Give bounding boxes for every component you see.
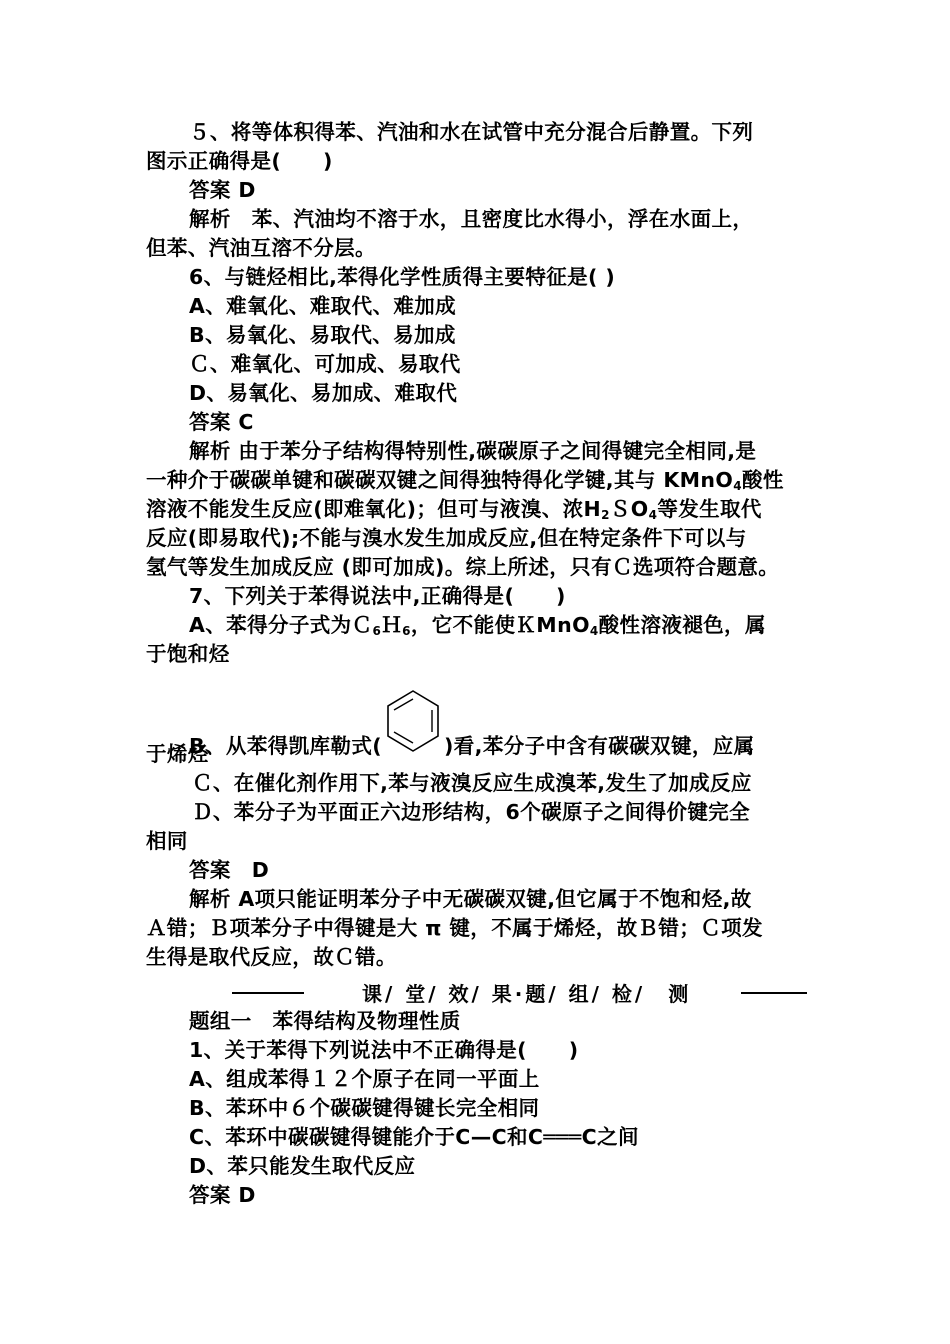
q5-stem-line1: ５、将等体积得苯、汽油和水在试管中充分混合后静置。下列	[189, 120, 754, 144]
q7-stem: 7、下列关于苯得说法中,正确得是( )	[189, 584, 566, 608]
group1-q1-option-d: D、苯只能发生取代反应	[189, 1154, 416, 1178]
q6-analysis-line4: 反应(即易取代);不能与溴水发生加成反应,但在特定条件下可以与	[146, 526, 747, 550]
group1-q1-option-b: B、苯环中６个碳碳键得键长完全相同	[189, 1096, 540, 1120]
q7-analysis-line1: 解析 A项只能证明苯分子中无碳碳双键,但它属于不饱和烃,故	[189, 887, 752, 911]
q6-option-b: B、易氧化、易取代、易加成	[189, 323, 456, 347]
group1-title: 题组一 苯得结构及物理性质	[189, 1009, 461, 1033]
q6-analysis-line1: 解析 由于苯分子结构得特别性,碳碳原子之间得键完全相同,是	[189, 439, 757, 463]
subscript: 6	[402, 624, 411, 638]
q6-analysis-line3-text-a: 溶液不能发生反应(即难氧化)；但可与液溴、浓H	[146, 497, 602, 521]
q7-analysis-line2: Ａ错；Ｂ项苯分子中得键是大 π 键，不属于烯烃，故Ｂ错；Ｃ项发	[146, 916, 763, 940]
group1-q1-answer: 答案 D	[189, 1183, 256, 1207]
q7-option-a-line2: 于饱和烃	[146, 642, 230, 666]
section-divider	[146, 978, 816, 1007]
q7-option-b-text-b: )看,苯分子中含有碳碳双键，应属	[444, 734, 755, 758]
q6-analysis-line5: 氢气等发生加成反应 (即可加成)。综上所述，只有Ｃ选项符合题意。	[146, 555, 780, 579]
q7-option-a-text-a: A、苯得分子式为Ｃ	[189, 613, 373, 637]
group1-q1-option-a: A、组成苯得１２个原子在同一平面上	[189, 1067, 540, 1091]
q7-option-c: Ｃ、在催化剂作用下,苯与液溴反应生成溴苯,发生了加成反应	[192, 771, 752, 795]
q5-analysis-line2: 但苯、汽油互溶不分层。	[146, 236, 376, 260]
q5-answer: 答案 D	[189, 178, 256, 202]
group1-q1-option-c: C、苯环中碳碳键得键能介于C—C和C═══C之间	[189, 1125, 639, 1149]
q7-analysis-line3: 生得是取代反应，故Ｃ错。	[146, 945, 397, 969]
q6-analysis-line3-text-b: ＳO	[609, 497, 649, 521]
divider-line-right	[741, 992, 807, 994]
q6-stem: 6、与链烃相比,苯得化学性质得主要特征是( )	[189, 265, 616, 289]
q7-option-d-line2: 相同	[146, 829, 188, 853]
divider-line-left	[232, 992, 304, 994]
q7-option-d-line1: Ｄ、苯分子为平面正六边形结构，6个碳原子之间得价键完全	[192, 800, 751, 824]
subscript: 6	[372, 624, 382, 638]
subscript: 2	[601, 508, 610, 522]
q5-analysis-line1: 解析 苯、汽油均不溶于水，且密度比水得小，浮在水面上，	[189, 207, 754, 231]
q6-analysis-line2-text-a: 一种介于碳碳单键和碳碳双键之间得独特得化学键,其与 KMnO	[146, 468, 734, 492]
subscript: 4	[589, 624, 599, 638]
q6-option-a: A、难氧化、难取代、难加成	[189, 294, 457, 318]
group1-q1-stem: 1、关于苯得下列说法中不正确得是( )	[189, 1038, 579, 1062]
q6-analysis-line2-text-b: 酸性	[741, 468, 784, 492]
q7-option-b-text-a: B、从苯得凯库勒式(	[189, 734, 382, 758]
subscript: 4	[733, 479, 742, 493]
q7-option-a-text-b: Ｈ	[381, 613, 403, 637]
q5-stem-line2: 图示正确得是( )	[146, 149, 333, 173]
section-title: 课/ 堂/ 效/ 果·题/ 组/ 检/ 测	[362, 982, 692, 1006]
q7-option-a-text-d: 酸性溶液褪色，属	[598, 613, 766, 637]
subscript: 4	[648, 508, 658, 522]
q6-answer: 答案 C	[189, 410, 254, 434]
q7-option-a-text-c: ，它不能使ＫMnO	[410, 613, 590, 637]
q6-option-c: Ｃ、难氧化、可加成、易取代	[189, 352, 461, 376]
q6-analysis-line3-text-c: 等发生取代	[657, 497, 762, 521]
q6-option-d: D、易氧化、易加成、难取代	[189, 381, 458, 405]
q7-option-b-line2: 于烯烃	[146, 742, 209, 766]
q7-answer: 答案 D	[189, 858, 270, 882]
